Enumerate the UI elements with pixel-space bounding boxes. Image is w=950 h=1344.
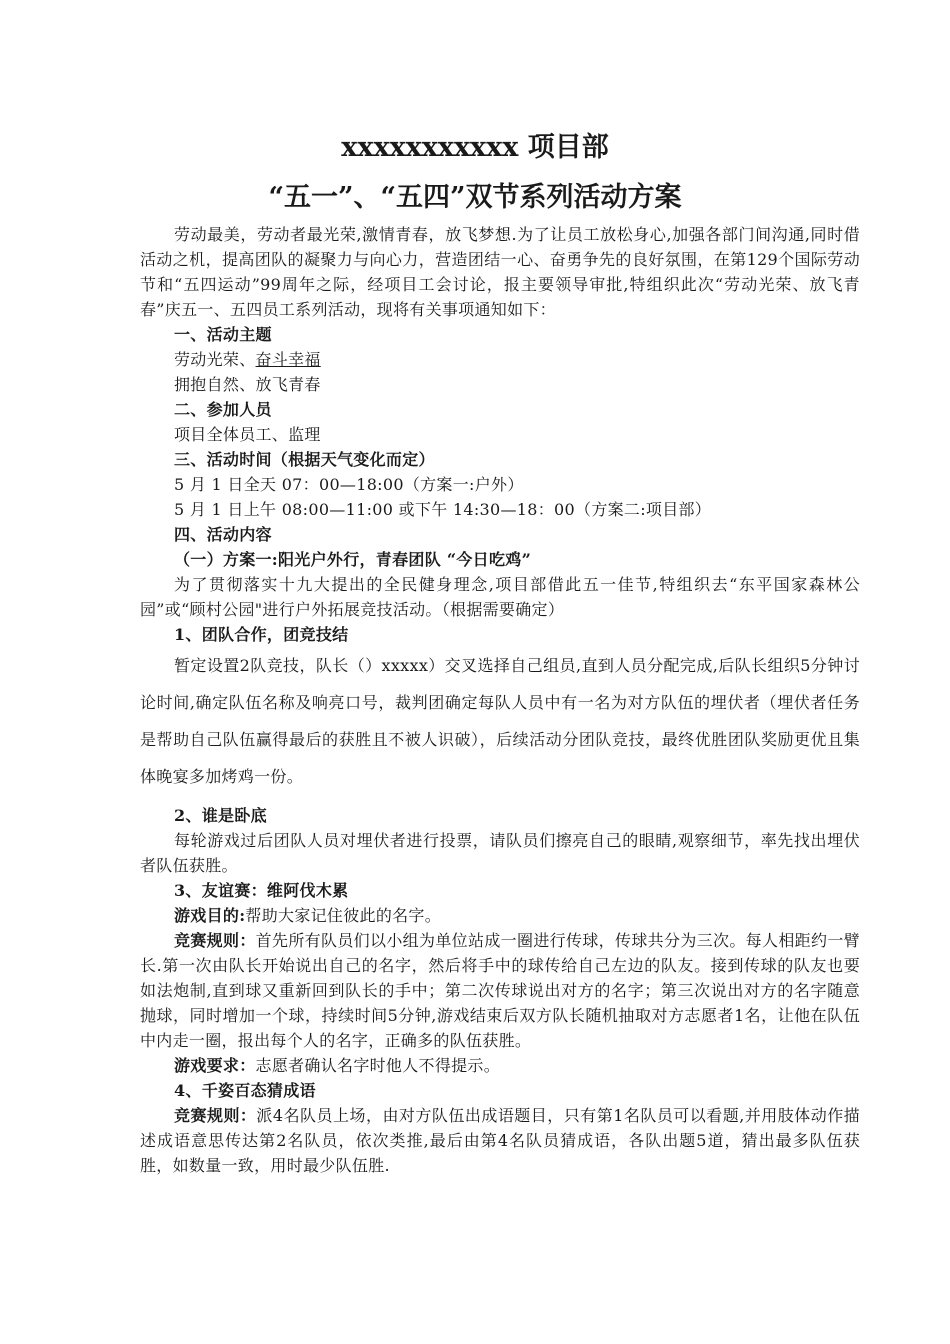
participants-line: 项目全体员工、监理 xyxy=(174,425,321,444)
section-participants-heading: 二、参加人员 xyxy=(174,400,272,419)
item-3-rules-text: 首先所有队员们以小组为单位站成一圈进行传球，传球共分为三次。每人相距约一臂长.第一次由队长开始说出自己的名字，然后将手中的球传给自己左边的队友。接到传球的队友也要如法炮制,直到球又重新回到队长的手中；第二次传球说出对方的名字；第三次说出对方的名字随意抛球，同时增加一个球，持续时间5分钟,游戏结束后双方队长随机抽取对方志愿者1名，让他在队伍中内走一圈，报出每个人的名字，正确多的队伍获胜。 xyxy=(140,931,860,1050)
section-theme-heading: 一、活动主题 xyxy=(174,325,272,344)
item-4-rules-text: 派4名队员上场，由对方队伍出成语题目，只有第1名队员可以看题,并用肢体动作描述成语意思传达第2名队员，依次类推,最后由第4名队员猜成语，各队出题5道，猜出最多队伍获胜，如数量一致，用时最少队伍胜. xyxy=(140,1106,860,1175)
item-3-req-text: 志愿者确认名字时他人不得提示。 xyxy=(255,1056,501,1075)
item-3-purpose xyxy=(140,903,860,928)
item-4-rules xyxy=(140,1103,860,1178)
item-1-paragraph: 暂定设置2队竞技，队长（）xxxxx）交叉选择自己组员,直到人员分配完成,后队长组织5分钟讨论时间,确定队伍名称及响亮口号，裁判团确定每队人员中有一名为对方队伍的埋伏者（埋伏者任务是帮助自己队伍赢得最后的获胜且不被人识破），后续活动分团队竞技，最终优胜团队奖励更优且集体晚宴多加烤鸡一份。 xyxy=(140,656,860,786)
time-line-1: 5 月 1 日全天 07：00—18:00（方案一:户外） xyxy=(174,475,524,494)
time-line-2: 5 月 1 日上午 08:00—11:00 或下午 14:30—18：00（方案二:项目部） xyxy=(174,500,712,519)
intro-paragraph: 劳动最美，劳动者最光荣,激情青春，放飞梦想.为了让员工放松身心,加强各部门间沟通,同时借活动之机，提高团队的凝聚力与向心力，营造团结一心、奋勇争先的良好氛围，在第129个国际劳动节和“五四运动”99周年之际，经项目工会讨论，报主要领导审批,特组织此次“劳动光荣、放飞青春”庆五一、五四员工系列活动，现将有关事项通知如下： xyxy=(140,225,860,319)
plan-one-heading: （一）方案一:阳光户外行，青春团队 “今日吃鸡” xyxy=(174,550,532,569)
item-1-heading: 1、团队合作，团竞技结 xyxy=(174,625,349,644)
item-3-req-label: 游戏要求： xyxy=(174,1056,256,1075)
item-3-requirements xyxy=(140,1053,860,1078)
item-3-purpose-text: 帮助大家记住彼此的名字。 xyxy=(245,906,442,925)
section-content-heading: 四、活动内容 xyxy=(174,525,272,544)
item-2-paragraph: 每轮游戏过后团队人员对埋伏者进行投票，请队员们擦亮自己的眼睛,观察细节，率先找出埋伏者队伍获胜。 xyxy=(140,831,860,875)
document-body xyxy=(140,222,860,1178)
item-3-heading: 3、友谊赛：维阿伐木累 xyxy=(174,881,349,900)
item-4-heading: 4、千姿百态猜成语 xyxy=(174,1081,316,1100)
theme-line-1-a: 劳动光荣、 xyxy=(174,350,256,369)
section-time-heading: 三、活动时间（根据天气变化而定） xyxy=(174,450,435,469)
theme-line-1 xyxy=(140,347,860,372)
theme-line-1-b: 奋斗幸福 xyxy=(255,350,321,369)
item-3-rules xyxy=(140,928,860,1053)
plan-one-paragraph: 为了贯彻落实十九大提出的全民健身理念,项目部借此五一佳节,特组织去“东平国家森林公园”或“顾村公园"进行户外拓展竞技活动。（根据需要确定） xyxy=(140,575,860,619)
item-2-heading: 2、谁是卧底 xyxy=(174,806,267,825)
document-subtitle: “五一”、“五四”双节系列活动方案 xyxy=(268,182,682,213)
item-3-rules-label: 竞赛规则： xyxy=(174,931,256,950)
item-4-rules-label: 竞赛规则： xyxy=(174,1106,257,1125)
item-3-purpose-label: 游戏目的: xyxy=(174,906,246,925)
document-title: xxxxxxxxxxx 项目部 xyxy=(341,132,609,163)
theme-line-2: 拥抱自然、放飞青春 xyxy=(174,375,321,394)
